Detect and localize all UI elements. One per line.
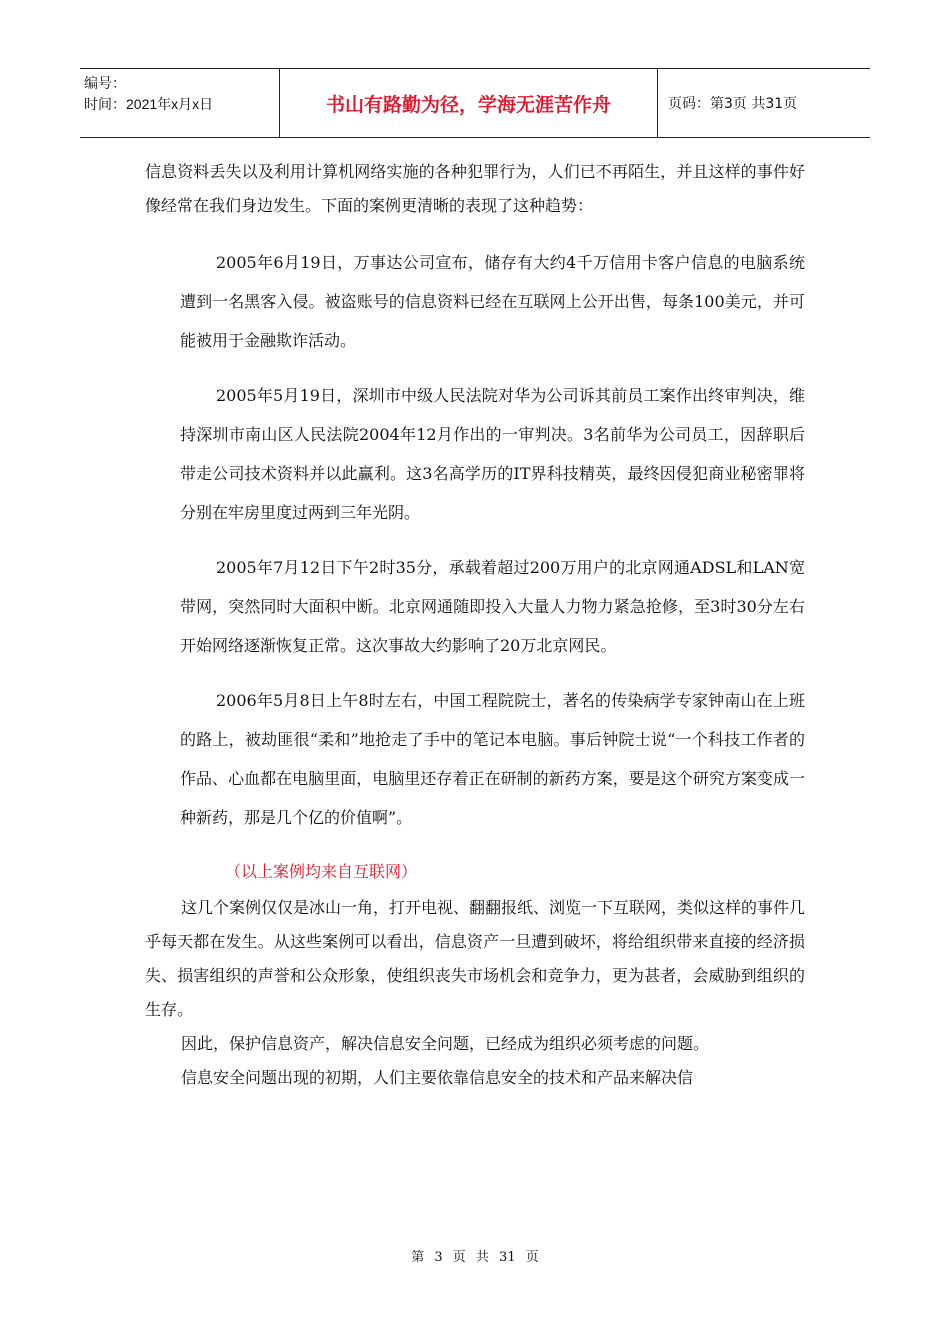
intro-paragraph: 信息资料丢失以及利用计算机网络实施的各种犯罪行为，人们已不再陌生，并且这样的事件好像经常在我们身边发生。下面的案例更清晰的表现了这种趋势： <box>145 162 805 215</box>
spacer <box>145 223 805 243</box>
case-item: 2005年7月12日下午2时35分，承载着超过200万用户的北京网通ADSL和LAN宽带网，突然同时大面积中断。北京网通随即投入大量人力物力紧急抢修，至3时30分左右开始网络逐渐恢复正常。这次事故大约影响了20万北京网民。 <box>180 558 805 655</box>
body-paragraph: 信息安全问题出现的初期，人们主要依靠信息安全的技术和产品来解决信 <box>181 1068 694 1087</box>
spacer <box>145 532 805 548</box>
spacer <box>145 360 805 376</box>
header-motto: 书山有路勤为径，学海无涯苦作舟 <box>280 69 658 137</box>
body-paragraph: 因此，保护信息资产，解决信息安全问题，已经成为组织必须考虑的问题。 <box>181 1034 710 1053</box>
header-meta <box>80 69 280 137</box>
case-item: 2005年6月19日，万事达公司宣布，储存有大约4千万信用卡客户信息的电脑系统遭到一名黑客入侵。被盗账号的信息资料已经在互联网上公开出售，每条100美元，并可能被用于金融欺诈活动。 <box>180 253 805 350</box>
header-page-info: 页码：第3页 共31页 <box>668 96 798 112</box>
spacer <box>145 837 805 853</box>
spacer <box>145 665 805 681</box>
date-line: 时间：2021年x月x日 <box>84 96 214 112</box>
source-note: （以上案例均来自互联网） <box>225 862 418 881</box>
document-body <box>145 155 805 1095</box>
page-footer: 第 3 页 共 31 页 <box>411 1250 539 1265</box>
page-header <box>80 68 870 138</box>
case-item: 2006年5月8日上午8时左右，中国工程院院士，著名的传染病学专家钟南山在上班的路上，被劫匪很“柔和”地抢走了手中的笔记本电脑。事后钟院士说“一个科技工作者的作品、心血都在电脑里面，电脑里还存着正在研制的新药方案，要是这个研究方案变成一种新药，那是几个亿的价值啊”。 <box>180 691 805 827</box>
number-label: 编号： <box>84 75 126 91</box>
body-paragraph: 这几个案例仅仅是冰山一角，打开电视、翻翻报纸、浏览一下互联网，类似这样的事件几乎每天都在发生。从这些案例可以看出，信息资产一旦遭到破坏，将给组织带来直接的经济损失、损害组织的声誉和公众形象，使组织丧失市场机会和竞争力，更为甚者，会威胁到组织的生存。 <box>145 898 806 1019</box>
case-item: 2005年5月19日，深圳市中级人民法院对华为公司诉其前员工案作出终审判决，维持深圳市南山区人民法院2004年12月作出的一审判决。3名前华为公司员工，因辞职后带走公司技术资料并以此赢利。这3名高学历的IT界科技精英，最终因侵犯商业秘密罪将分别在牢房里度过两到三年光阴。 <box>180 386 805 522</box>
